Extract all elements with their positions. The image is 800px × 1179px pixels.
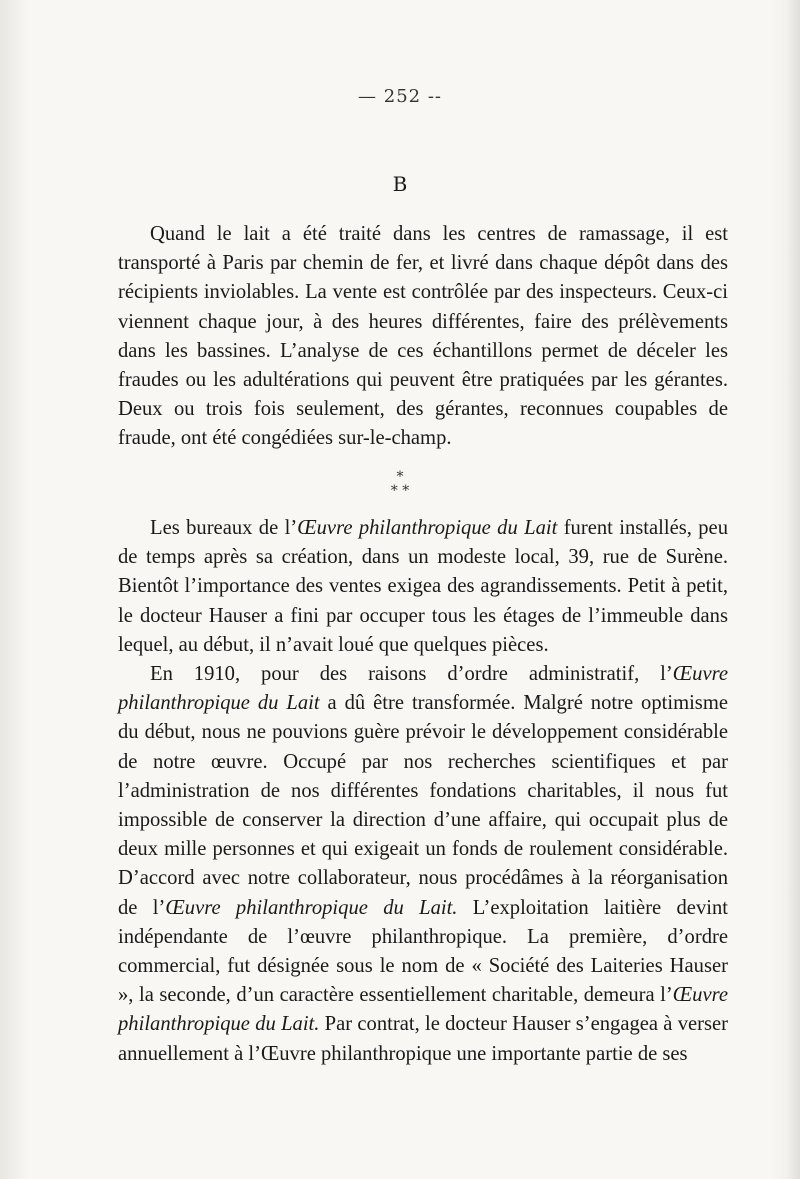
- page-edge-shadow: [786, 0, 800, 1179]
- paragraph-offices-part-a: Les bureaux de l’: [150, 517, 298, 539]
- oeuvre-title-italic: Œuvre philanthropique du Lait: [297, 517, 558, 539]
- paragraph-milk-transport: Quand le lait a été traité dans les centres de ramassage, il est transporté à Paris par chemin de fer, et livré dans chaque dépôt dans des récipients inviolables. La vente est contrôlée par des inspecteurs. Ceux-ci viennent chaque jour, à des heures différentes, faire des prélèvements dans les bassines. L’analyse de ces échantillons permet de déceler les fraudes ou les adultérations qui peuvent être pratiquées par les gérantes. Deux ou trois fois seulement, des gérantes, reconnues coupables de fraude, ont été congédiées sur-le-champ.: [118, 223, 728, 450]
- asterism-top: *: [396, 469, 404, 485]
- oeuvre-title-italic: Œuvre philanthropique du Lait.: [165, 896, 458, 919]
- oeuvre-title-italic: Œuvre philanthropique du Lait.: [118, 984, 728, 1036]
- asterism-bottom: * *: [390, 483, 410, 499]
- paragraph-reorg-part-c: a dû être transformée. Malgré notre optimisme du début, nous ne pouvions guère prévoir le développement considérable de notre œuvre. Occupé par nos recherches scientifiques et par l’administration de nos différentes fondations charitables, il nous fut impossible de conserver la direction d’une affaire, qui occupait plus de deux mille personnes et qui exigeait un fonds de roulement considérable. D’accord avec notre collaborateur, nous procédâmes à la réorganisation de l’: [118, 692, 728, 919]
- paragraph-reorg-part-g: Par contrat, le docteur Hauser s’engagea à verser annuellement à l’Œuvre philanthropique une importante partie de ses: [118, 1013, 729, 1065]
- paragraph-reorg-part-a: En 1910, pour des raisons d’ordre administratif, l’: [150, 663, 673, 686]
- text-block-first: [118, 220, 728, 454]
- paragraph-offices: [118, 514, 728, 660]
- section-heading: B: [392, 172, 408, 196]
- oeuvre-title-italic: Œuvre philanthropique du Lait: [118, 663, 728, 715]
- text-block-second: [118, 514, 728, 1069]
- paragraph-reorganisation: [118, 660, 728, 1069]
- page-number: — 252 --: [358, 86, 442, 107]
- asterism-separator: [0, 470, 800, 498]
- paragraph-offices-part-c: furent installés, peu de temps après sa création, dans un modeste local, 39, rue de Surène. Bientôt l’importance des ventes exigea des agrandissements. Petit à petit, le docteur Hauser a fini par occuper tous les étages de l’immeuble dans lequel, au début, il n’avait loué que quelques pièces.: [118, 517, 728, 656]
- paragraph-reorg-part-e: L’exploitation laitière devint indépendante de l’œuvre philanthropique. La première, d’ordre commercial, fut désignée sous le nom de « Société des Laiteries Hauser », la seconde, d’un caractère essentiellement charitable, demeura l’: [118, 896, 728, 1007]
